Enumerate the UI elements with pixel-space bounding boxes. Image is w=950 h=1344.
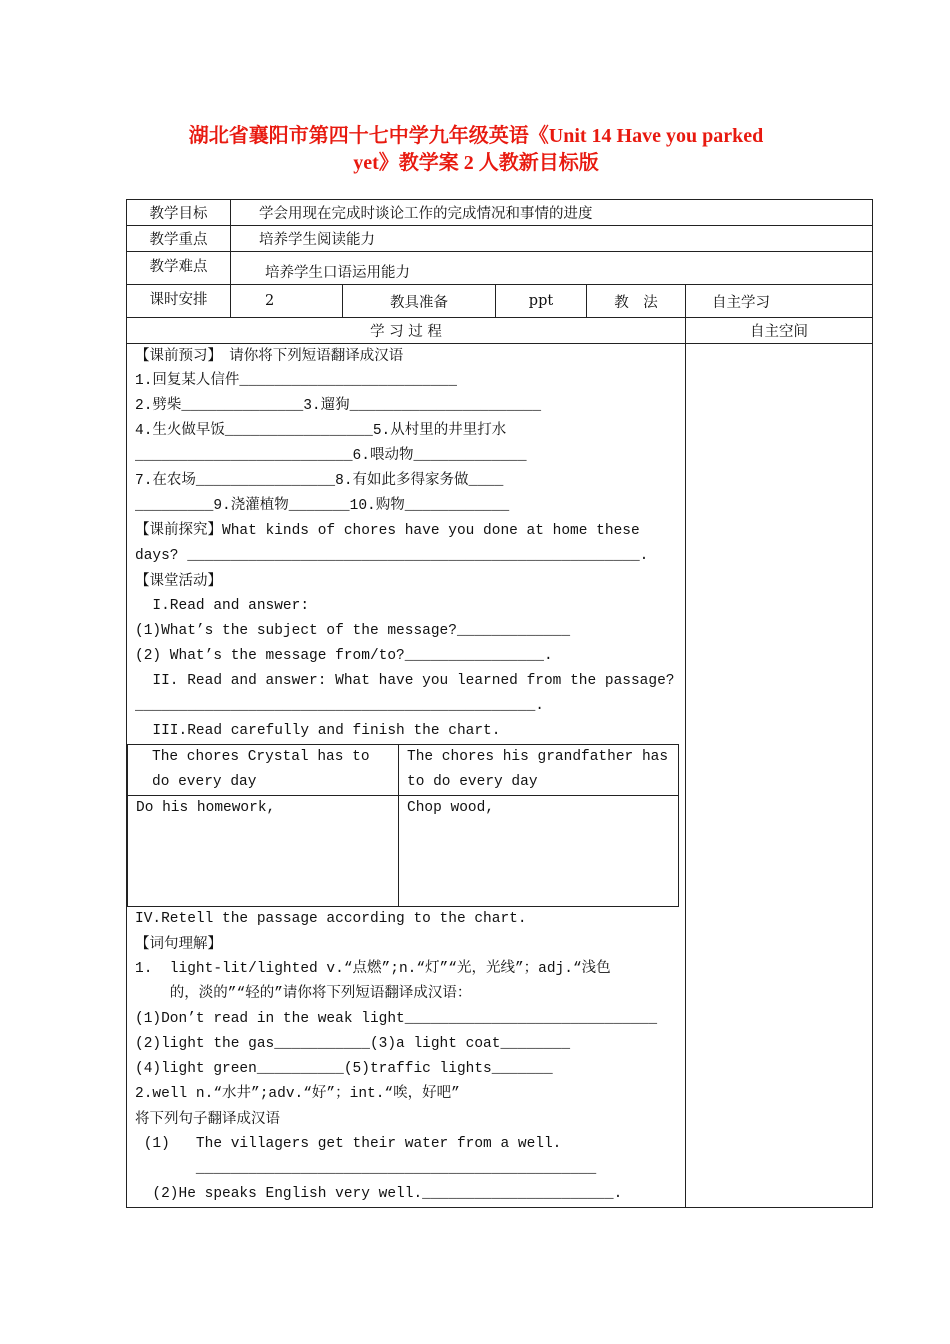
key-point-value: 培养学生阅读能力 [231,226,873,252]
learning-process-cell [127,344,686,1208]
exercise-line-4: _________________________6.喂动物_____________ [135,448,527,464]
chart-cell-crystal: Do his homework, [128,796,399,907]
vocab-light-item-3: (4)light green__________(5)traffic lights_______ [135,1061,553,1077]
hours-label: 课时安排 [127,285,231,318]
exercise-line-2: 2.劈柴______________3.遛狗______________________ [135,398,542,414]
space-header: 自主空间 [686,318,873,344]
self-study-space-cell [686,344,873,1208]
method-label: 教 法 [587,285,686,318]
pre-explore-line: 【课前探究】What kinds of chores have you done at home these [135,523,640,539]
translate-answer-1: ______________________________________________ [135,1161,597,1177]
vocab-light-definition-cont: 的，淡的”“轻的”请你将下列短语翻译成汉语： [135,986,472,1002]
key-point-label: 教学重点 [127,226,231,252]
exercise-line-3: 4.生火做早饭_________________5.从村里的井里打水 [135,423,507,439]
title-line-1: 湖北省襄阳市第四十七中学九年级英语《Unit 14 Have you parked [188,125,764,147]
chores-chart [127,744,679,907]
vocab-light-item-2: (2)light the gas___________(3)a light coat________ [135,1036,571,1052]
pre-explore-answer: days? ____________________________________________________. [135,548,649,564]
goal-label: 教学目标 [127,200,231,226]
vocab-heading: 【词句理解】 [135,936,222,952]
translate-sentence-1: (1) The villagers get their water from a well. [135,1136,562,1152]
task-1-heading: I.Read and answer: [135,598,310,614]
content-block-2 [127,907,685,1207]
vocab-light-item-1: (1)Don’t read in the weak light_____________________________ [135,1011,658,1027]
tools-value: ppt [496,285,587,318]
chart-header-grandfather: The chores his grandfather has to do every day [399,745,679,796]
pre-study-heading: 【课前预习】 请你将下列短语翻译成汉语 [135,348,404,364]
vocab-light-definition: 1. light-lit/lighted v.“点燃”;n.“灯”“光，光线”；adj.“浅色 [135,961,611,977]
process-header: 学 习 过 程 [127,318,686,344]
difficulty-label: 教学难点 [127,252,231,285]
tools-label: 教具准备 [343,285,496,318]
chart-header-crystal: The chores Crystal has to do every day [128,745,399,796]
exercise-line-5: 7.在农场________________8.有如此多得家务做____ [135,473,504,489]
translate-sentence-2: (2)He speaks English very well.______________________. [135,1186,623,1202]
exercise-line-1: 1.回复某人信件_________________________ [135,373,457,389]
task-1-question-1: (1)What’s the subject of the message?_____________ [135,623,571,639]
class-activity-heading: 【课堂活动】 [135,573,222,589]
goal-value: 学会用现在完成时谈论工作的完成情况和事情的进度 [231,200,873,226]
method-value: 自主学习 [686,285,873,318]
difficulty-value: 培养学生口语运用能力 [231,252,873,285]
task-2-answer-line: ______________________________________________. [135,698,544,714]
chart-cell-grandfather: Chop wood, [399,796,679,907]
translate-instruction: 将下列句子翻译成汉语 [135,1111,280,1127]
task-4-heading: IV.Retell the passage according to the chart. [135,911,527,927]
document-title [126,123,826,177]
title-line-2: yet》教学案 2 人教新目标版 [353,152,599,174]
hours-value: 2 [231,285,343,318]
task-2-question: II. Read and answer: What have you learned from the passage? [135,673,675,689]
vocab-well-definition: 2.well n.“水井”;adv.“好”；int.“唉，好吧” [135,1086,460,1102]
exercise-line-6: _________9.浇灌植物_______10.购物____________ [135,498,510,514]
lesson-plan-table [126,199,873,1208]
content-block-1 [127,344,685,744]
task-3-heading: III.Read carefully and finish the chart. [135,723,501,739]
task-1-question-2: (2) What’s the message from/to?________________. [135,648,553,664]
